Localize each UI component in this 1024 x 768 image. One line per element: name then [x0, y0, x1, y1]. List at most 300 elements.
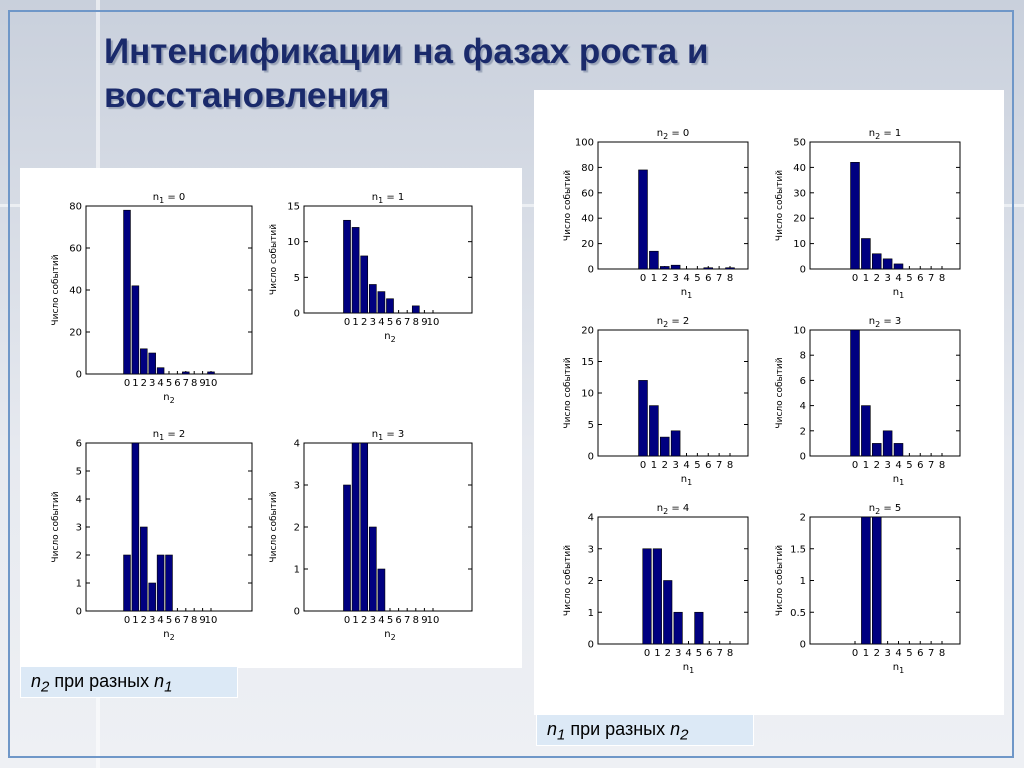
x-tick-label: 7: [927, 648, 935, 659]
y-tick-label: 2: [293, 522, 300, 534]
chart-title-rest: = 2: [164, 429, 186, 440]
x-tick-label: 3: [369, 317, 376, 328]
x-tick-label: 4: [685, 648, 692, 659]
x-axis-label-var: n: [892, 474, 900, 485]
chart-4: [563, 128, 748, 300]
x-tick-label: 2: [140, 615, 147, 626]
x-tick-label: 6: [174, 378, 181, 389]
x-tick-label: 9: [421, 317, 428, 328]
y-tick-label: 0: [587, 264, 594, 276]
bar: [726, 268, 735, 269]
bar: [649, 251, 658, 269]
chart-3: [269, 429, 472, 642]
chart-title-var: n: [656, 316, 664, 327]
x-tick-label: 0: [643, 648, 651, 659]
x-tick-label: 6: [174, 615, 181, 626]
y-tick-label: 2: [75, 550, 82, 562]
x-axis-label-sub: 2: [390, 633, 396, 642]
chart-title-sub: 1: [159, 433, 165, 442]
bar: [639, 170, 648, 269]
bar: [851, 162, 860, 269]
x-axis-label: [384, 331, 395, 344]
chart-title-sub: 2: [875, 132, 881, 141]
x-tick-label: 3: [672, 273, 679, 284]
x-tick-label: 8: [412, 615, 419, 626]
chart-9: [775, 503, 960, 675]
y-tick-label: 40: [581, 213, 594, 225]
y-tick-label: 0: [799, 639, 806, 651]
x-tick-label: 3: [672, 460, 679, 471]
x-tick-label: 4: [157, 378, 164, 389]
x-tick-label: 4: [683, 273, 690, 284]
bar: [378, 569, 385, 611]
x-tick-label: 8: [726, 460, 734, 471]
y-tick-label: 0: [587, 451, 594, 463]
x-tick-label: 5: [906, 273, 913, 284]
chart-title-rest: = 5: [880, 503, 902, 514]
x-tick-label: 0: [851, 460, 859, 471]
chart-title-rest: = 3: [383, 429, 405, 440]
bar: [208, 372, 215, 374]
x-tick-label: 7: [404, 317, 411, 328]
bar: [140, 527, 147, 611]
x-tick-label: 6: [706, 648, 713, 659]
chart-title-sub: 1: [378, 433, 384, 442]
chart-title: [372, 429, 405, 442]
caption-parameter-sub: 1: [164, 678, 173, 696]
x-axis-label-sub: 1: [687, 478, 693, 487]
chart-title: [657, 316, 690, 329]
plot-area: [304, 206, 472, 313]
x-tick-label: 3: [369, 615, 376, 626]
x-tick-label: 4: [895, 648, 902, 659]
bar: [660, 266, 669, 269]
y-tick-label: 10: [581, 388, 594, 400]
bar: [872, 254, 881, 269]
x-tick-label: 0: [123, 615, 131, 626]
bar: [343, 485, 350, 611]
x-tick-label: 3: [149, 378, 156, 389]
left-figure-panel: [20, 168, 522, 668]
y-tick-label: 1: [75, 578, 82, 590]
bar: [369, 284, 376, 313]
y-tick-label: 3: [75, 522, 82, 534]
x-tick-label: 3: [884, 460, 891, 471]
x-tick-label: 1: [352, 615, 359, 626]
x-tick-label: 7: [716, 648, 723, 659]
bar: [639, 380, 648, 456]
caption-variable-sub: 2: [41, 678, 50, 696]
bar: [157, 555, 164, 611]
chart-title-var: n: [371, 192, 379, 203]
bar: [660, 437, 669, 456]
y-axis-label: Число событий: [775, 357, 785, 429]
x-tick-label: 4: [378, 615, 385, 626]
chart-title-rest: = 1: [880, 128, 902, 139]
x-tick-label: 8: [938, 273, 946, 284]
x-tick-label: 6: [917, 648, 924, 659]
bar: [352, 443, 359, 611]
y-tick-label: 3: [293, 480, 300, 492]
caption-parameter: n: [154, 671, 165, 691]
y-axis-label: Число событий: [563, 544, 573, 617]
x-tick-label: 6: [917, 460, 924, 471]
bar: [649, 406, 658, 456]
y-tick-label: 60: [69, 243, 82, 255]
bar: [124, 555, 131, 611]
x-tick-label: 9: [199, 615, 206, 626]
y-tick-label: 0: [75, 369, 82, 381]
x-tick-label: 8: [726, 273, 734, 284]
right-figure: [534, 90, 1004, 715]
bar: [695, 612, 704, 644]
plot-area: [304, 443, 472, 611]
y-tick-label: 40: [69, 285, 82, 297]
x-tick-label: 8: [412, 317, 419, 328]
x-tick-label: 5: [386, 615, 394, 626]
slide-title: Интенсификации на фазах роста и восстановления: [104, 32, 709, 115]
chart-title-sub: 1: [159, 196, 165, 205]
x-tick-label: 2: [361, 317, 368, 328]
x-axis-label-var: n: [680, 474, 688, 485]
x-axis-label-sub: 2: [169, 396, 175, 405]
y-tick-label: 2: [799, 426, 806, 438]
x-tick-label: 2: [661, 460, 668, 471]
y-tick-label: 0: [75, 606, 82, 618]
bar: [663, 581, 672, 645]
x-axis-label: [683, 662, 694, 675]
bar: [124, 210, 131, 374]
x-tick-label: 7: [715, 273, 723, 284]
chart-title-sub: 2: [663, 320, 669, 329]
x-tick-label: 5: [695, 648, 703, 659]
x-tick-label: 8: [191, 378, 198, 389]
caption-variable: n: [31, 671, 42, 691]
y-tick-label: 20: [581, 239, 594, 251]
x-tick-label: 2: [873, 273, 880, 284]
x-tick-label: 9: [199, 378, 206, 389]
x-tick-label: 4: [157, 615, 164, 626]
bar: [343, 220, 350, 313]
bar: [369, 527, 376, 611]
plot-area: [598, 517, 748, 644]
x-axis-label: [681, 287, 692, 300]
bar: [861, 406, 870, 456]
y-tick-label: 1: [799, 576, 806, 587]
chart-title-rest: = 3: [880, 316, 902, 327]
caption-parameter: n: [670, 719, 681, 739]
y-axis-label: Число событий: [51, 254, 61, 326]
x-tick-label: 7: [715, 460, 723, 471]
chart-title-sub: 2: [663, 132, 669, 141]
x-tick-label: 7: [182, 615, 189, 626]
x-tick-label: 3: [884, 273, 891, 284]
y-tick-label: 15: [581, 357, 594, 368]
chart-6: [563, 316, 748, 487]
bar: [861, 239, 870, 269]
x-axis-label-sub: 1: [689, 666, 695, 675]
x-tick-label: 6: [395, 317, 402, 328]
x-tick-label: 1: [862, 648, 870, 659]
chart-title-var: n: [868, 503, 876, 514]
x-tick-label: 1: [862, 460, 870, 471]
x-tick-label: 3: [149, 615, 156, 626]
x-tick-label: 1: [650, 460, 658, 471]
y-axis-label: Число событий: [563, 169, 573, 242]
x-axis-label-var: n: [163, 392, 170, 403]
y-tick-label: 1.5: [790, 544, 806, 556]
x-axis-label-sub: 1: [687, 291, 693, 300]
chart-title-var: n: [868, 128, 876, 139]
y-tick-label: 1: [293, 564, 300, 576]
x-tick-label: 2: [664, 648, 671, 659]
chart-title: [869, 503, 902, 516]
x-tick-label: 0: [123, 378, 131, 389]
y-tick-label: 0: [293, 606, 300, 618]
bar: [883, 431, 892, 456]
y-tick-label: 2: [799, 512, 806, 524]
y-tick-label: 8: [799, 350, 806, 362]
y-tick-label: 2: [587, 576, 594, 587]
caption-parameter-sub: 2: [680, 726, 689, 744]
y-tick-label: 20: [69, 327, 82, 339]
x-tick-label: 10: [204, 378, 218, 389]
y-tick-label: 3: [587, 544, 594, 556]
x-tick-label: 10: [204, 615, 218, 626]
x-axis-label-sub: 1: [899, 478, 905, 487]
y-tick-label: 0.5: [790, 607, 806, 619]
bar: [872, 517, 881, 644]
y-axis-label: Число событий: [775, 544, 785, 617]
bar: [674, 612, 683, 644]
x-tick-label: 5: [386, 317, 394, 328]
y-tick-label: 5: [75, 466, 82, 478]
y-tick-label: 4: [75, 494, 82, 506]
chart-title-var: n: [656, 128, 664, 139]
y-tick-label: 20: [793, 213, 806, 225]
y-tick-label: 100: [574, 137, 594, 149]
chart-title-sub: 2: [663, 507, 669, 516]
x-tick-label: 5: [165, 378, 173, 389]
y-axis-label: Число событий: [775, 169, 785, 242]
y-tick-label: 80: [581, 162, 594, 174]
x-tick-label: 8: [191, 615, 198, 626]
x-tick-label: 4: [378, 317, 385, 328]
x-tick-label: 10: [426, 317, 440, 328]
bar: [157, 368, 164, 374]
chart-title-rest: = 1: [383, 192, 405, 203]
x-axis-label-var: n: [682, 662, 690, 673]
x-tick-label: 1: [132, 615, 139, 626]
x-axis-label: [163, 629, 174, 642]
bar: [671, 431, 680, 456]
x-tick-label: 1: [650, 273, 658, 284]
chart-title-var: n: [371, 429, 379, 440]
chart-title-rest: = 2: [668, 316, 690, 327]
plot-area: [598, 142, 748, 269]
x-axis-label-var: n: [384, 629, 391, 640]
chart-title: [869, 128, 902, 141]
x-tick-label: 5: [694, 273, 701, 284]
x-tick-label: 6: [705, 273, 712, 284]
y-tick-label: 0: [799, 264, 806, 276]
x-axis-label-sub: 2: [390, 335, 396, 344]
chart-1: [269, 192, 472, 344]
y-tick-label: 10: [793, 239, 806, 251]
y-axis-label: Число событий: [563, 357, 573, 429]
x-tick-label: 8: [726, 648, 734, 659]
caption-text: при разных: [49, 671, 155, 691]
x-tick-label: 4: [683, 460, 690, 471]
right-caption: [536, 714, 754, 746]
x-tick-label: 5: [906, 648, 913, 659]
x-axis-label-var: n: [892, 287, 900, 298]
y-tick-label: 4: [799, 401, 806, 413]
chart-2: [51, 429, 252, 642]
y-tick-label: 5: [293, 272, 300, 284]
bar: [653, 549, 662, 644]
y-tick-label: 6: [799, 375, 806, 387]
x-tick-label: 8: [938, 648, 946, 659]
x-tick-label: 1: [132, 378, 139, 389]
x-tick-label: 0: [851, 648, 859, 659]
x-tick-label: 0: [639, 460, 647, 471]
x-tick-label: 0: [343, 615, 351, 626]
y-tick-label: 20: [581, 325, 594, 337]
bar: [386, 299, 393, 313]
chart-title-var: n: [868, 316, 876, 327]
y-tick-label: 6: [75, 438, 82, 450]
caption-text: при разных: [565, 719, 671, 739]
y-tick-label: 0: [799, 451, 806, 463]
chart-title-rest: = 0: [164, 192, 186, 203]
x-tick-label: 5: [165, 615, 173, 626]
x-tick-label: 4: [895, 273, 902, 284]
chart-title-sub: 2: [875, 320, 881, 329]
chart-title-rest: = 4: [668, 503, 690, 514]
x-tick-label: 9: [421, 615, 428, 626]
y-tick-label: 50: [793, 137, 806, 149]
x-tick-label: 0: [851, 273, 859, 284]
chart-title-var: n: [152, 192, 160, 203]
y-axis-label: Число событий: [269, 223, 279, 296]
x-axis-label-sub: 1: [899, 291, 905, 300]
bar: [851, 330, 860, 456]
bar: [378, 292, 385, 313]
chart-7: [775, 316, 960, 487]
x-tick-label: 3: [674, 648, 682, 659]
y-tick-label: 1: [587, 607, 594, 619]
y-tick-label: 10: [287, 237, 300, 249]
y-tick-label: 4: [293, 438, 300, 450]
x-tick-label: 2: [361, 615, 368, 626]
chart-title-var: n: [656, 503, 664, 514]
x-tick-label: 8: [938, 460, 946, 471]
x-axis-label-sub: 1: [899, 666, 905, 675]
chart-title: [372, 192, 405, 205]
plot-area: [810, 517, 960, 644]
bar: [412, 306, 419, 313]
x-tick-label: 3: [884, 648, 891, 659]
chart-title-sub: 1: [378, 196, 384, 205]
left-caption: [20, 666, 238, 698]
y-tick-label: 4: [587, 512, 594, 524]
y-tick-label: 30: [793, 188, 806, 200]
x-axis-label: [384, 629, 395, 642]
chart-title: [869, 316, 902, 329]
bar: [894, 264, 903, 269]
x-axis-label: [893, 662, 904, 675]
chart-title: [657, 128, 690, 141]
bar: [132, 286, 139, 374]
x-tick-label: 5: [694, 460, 701, 471]
bar: [361, 256, 368, 313]
chart-8: [563, 503, 748, 675]
bar: [140, 349, 147, 374]
x-axis-label-var: n: [680, 287, 688, 298]
x-tick-label: 0: [639, 273, 647, 284]
x-axis-label-var: n: [384, 331, 391, 342]
x-tick-label: 7: [404, 615, 411, 626]
chart-title: [153, 192, 186, 205]
bar: [182, 372, 189, 374]
bar: [894, 443, 903, 456]
x-tick-label: 2: [661, 273, 668, 284]
chart-title-var: n: [152, 429, 160, 440]
x-tick-label: 6: [395, 615, 402, 626]
x-tick-label: 6: [917, 273, 924, 284]
bar: [149, 353, 156, 374]
x-tick-label: 1: [654, 648, 661, 659]
y-tick-label: 0: [587, 639, 594, 651]
x-axis-label: [681, 474, 692, 487]
x-tick-label: 2: [140, 378, 147, 389]
bar: [704, 268, 713, 269]
right-figure-panel: [534, 90, 1004, 715]
y-axis-label: Число событий: [269, 491, 279, 563]
x-tick-label: 0: [343, 317, 351, 328]
caption-variable: n: [547, 719, 558, 739]
bar: [861, 517, 870, 644]
x-axis-label: [163, 392, 174, 405]
x-axis-label-sub: 2: [169, 633, 175, 642]
y-tick-label: 40: [793, 162, 806, 174]
x-tick-label: 4: [895, 460, 902, 471]
chart-title-rest: = 0: [668, 128, 690, 139]
y-tick-label: 5: [587, 420, 594, 431]
chart-title: [153, 429, 186, 442]
y-tick-label: 10: [793, 325, 806, 337]
x-axis-label-var: n: [892, 662, 900, 673]
chart-title-sub: 2: [875, 507, 881, 516]
x-tick-label: 7: [182, 378, 189, 389]
y-tick-label: 80: [69, 201, 82, 213]
x-axis-label-var: n: [163, 629, 170, 640]
bar: [643, 549, 652, 644]
bar: [361, 443, 368, 611]
bar: [132, 443, 139, 611]
caption-variable-sub: 1: [557, 726, 566, 744]
x-tick-label: 7: [927, 273, 935, 284]
bar: [166, 555, 173, 611]
chart-5: [775, 128, 960, 300]
y-axis-label: Число событий: [51, 491, 61, 563]
x-tick-label: 6: [705, 460, 712, 471]
bar: [883, 259, 892, 269]
x-tick-label: 10: [426, 615, 440, 626]
plot-area: [810, 142, 960, 269]
x-axis-label: [893, 287, 904, 300]
